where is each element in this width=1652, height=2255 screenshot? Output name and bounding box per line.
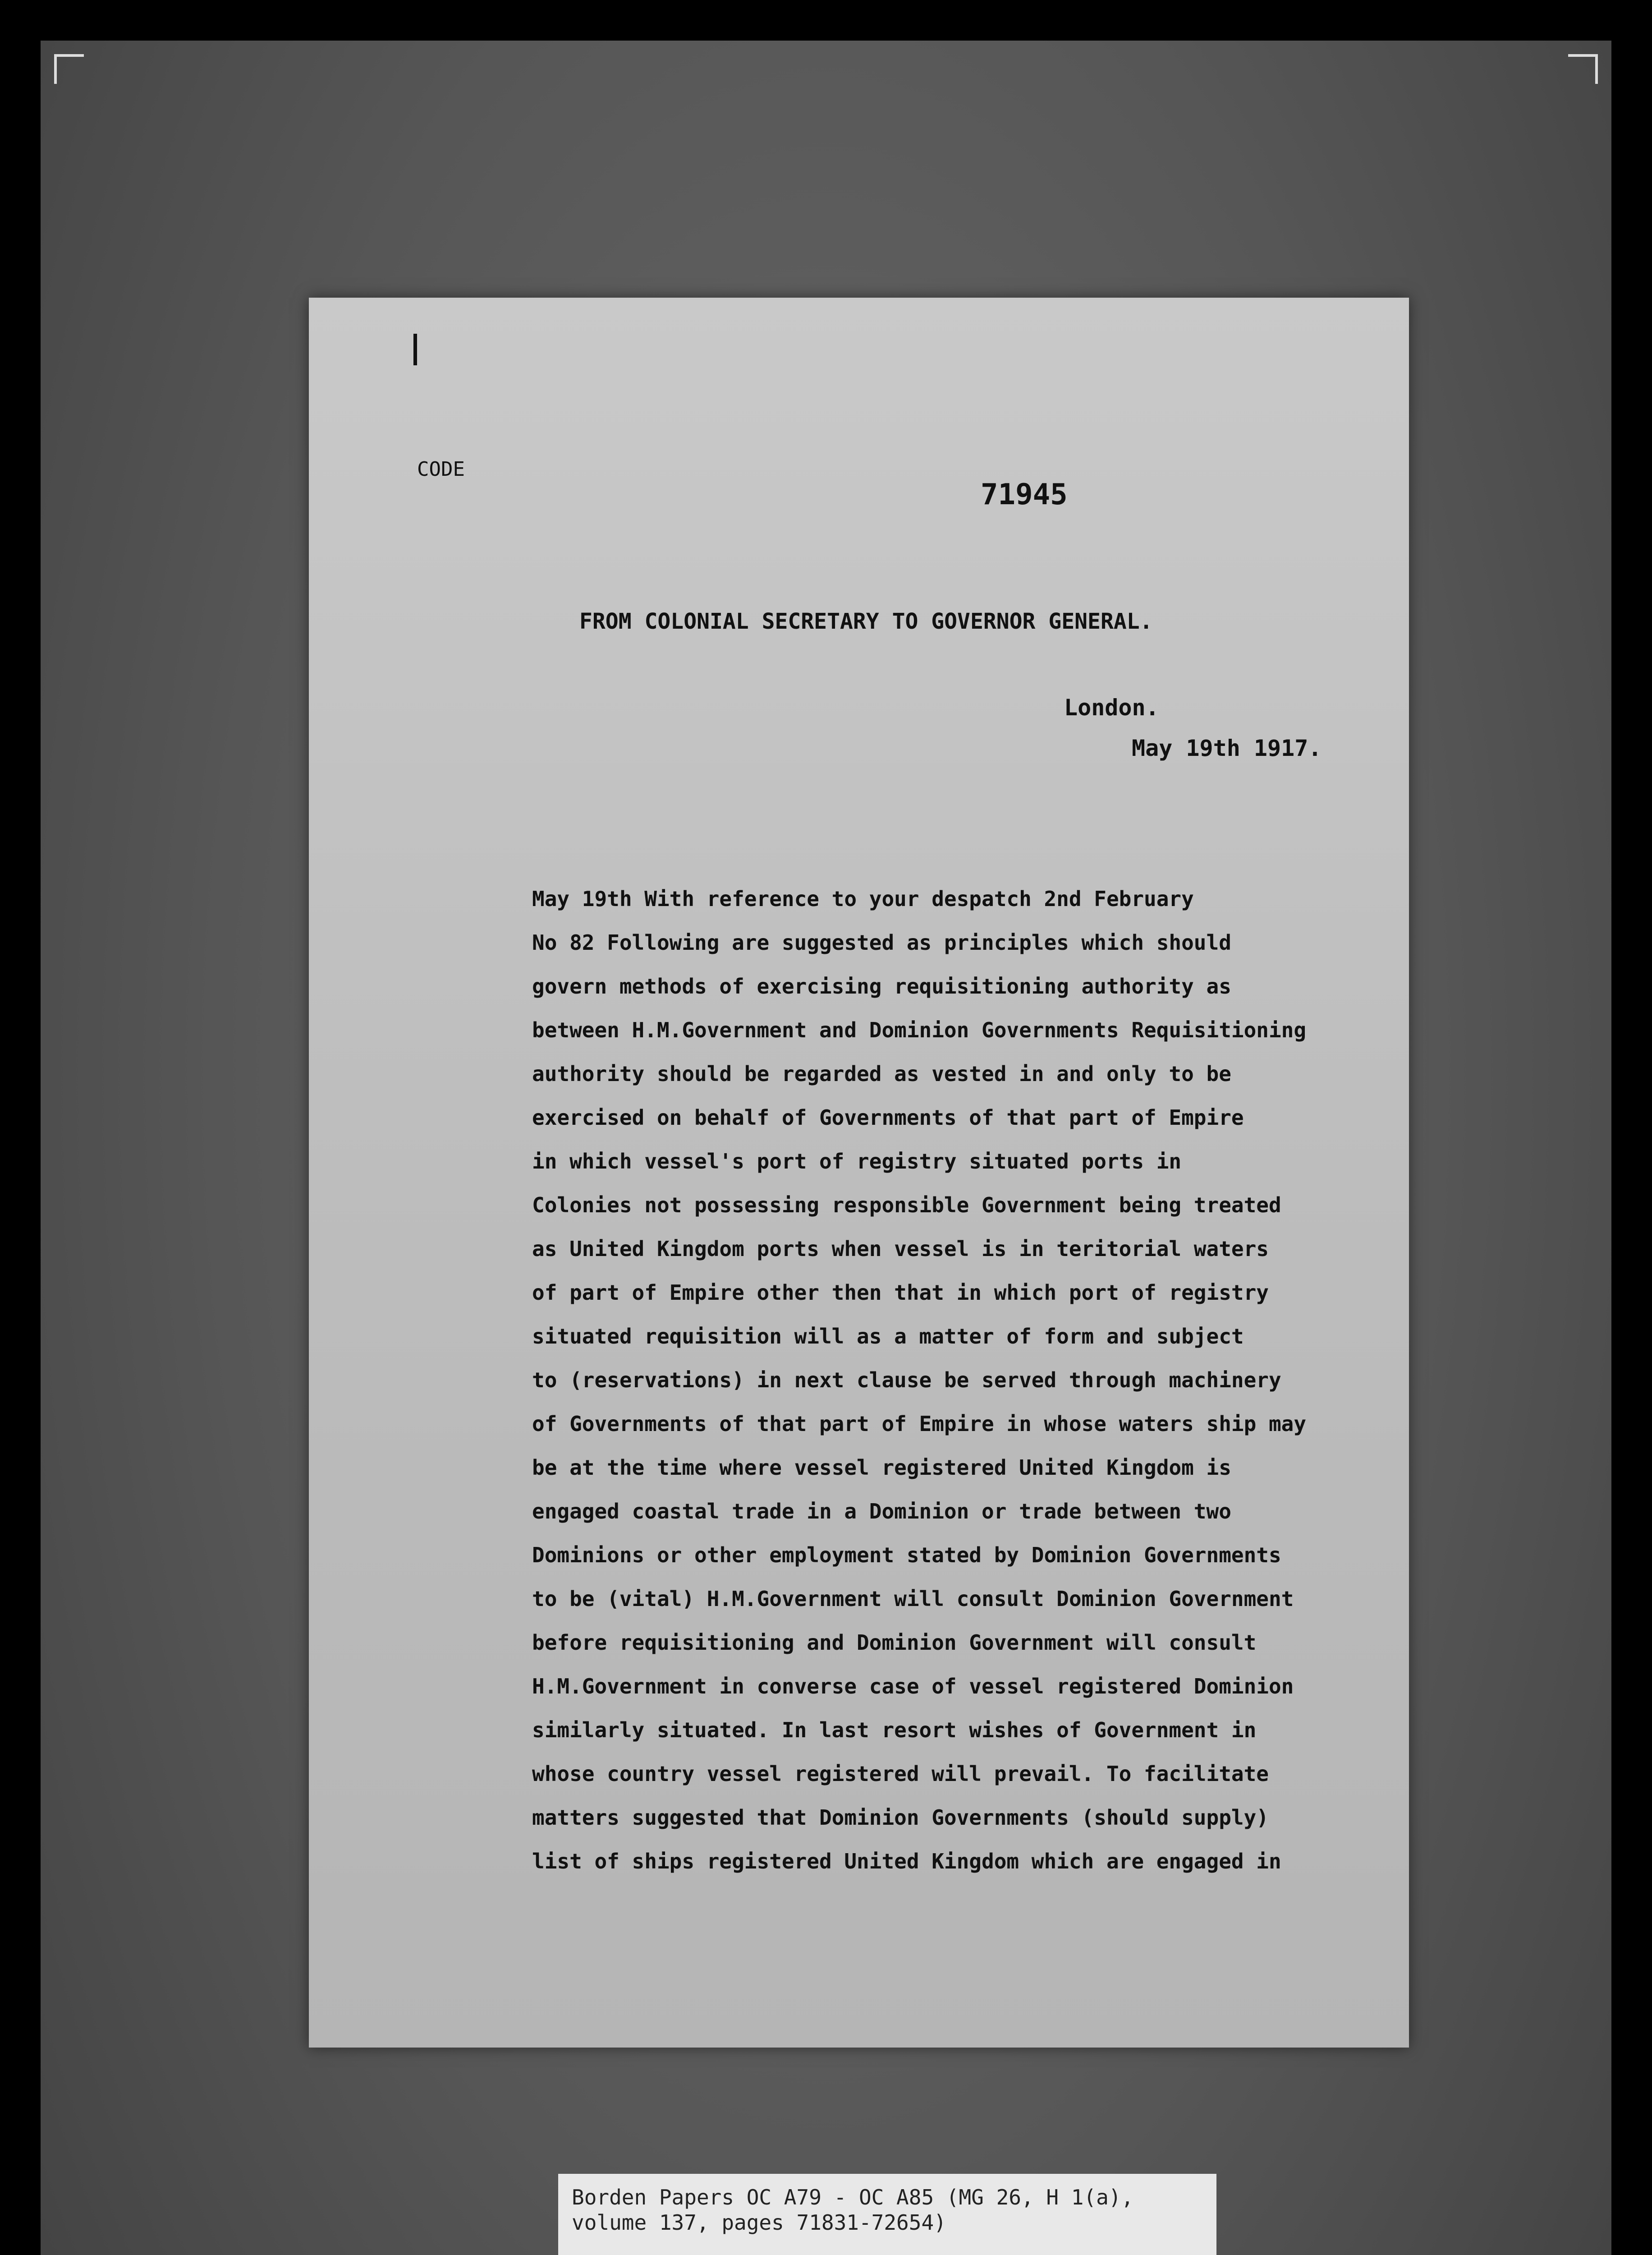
dateline-place: London. xyxy=(1064,695,1159,721)
margin-mark xyxy=(413,334,417,365)
document-heading: FROM COLONIAL SECRETARY TO GOVERNOR GENERAL. xyxy=(579,609,1153,634)
body-line: authority should be regarded as vested in and only to be xyxy=(532,1062,1231,1086)
body-line: to (reservations) in next clause be served through machinery xyxy=(532,1368,1281,1392)
body-line: whose country vessel registered will prevail. To facilitate xyxy=(532,1762,1269,1786)
body-line: between H.M.Government and Dominion Governments Requisitioning xyxy=(532,1018,1307,1042)
source-citation-line: volume 137, pages 71831-72654) xyxy=(572,2210,946,2235)
frame-corner-mark xyxy=(54,54,84,84)
body-line: May 19th With reference to your despatch 2nd February xyxy=(532,887,1194,911)
body-line: exercised on behalf of Governments of that part of Empire xyxy=(532,1105,1244,1130)
body-line: as United Kingdom ports when vessel is in teritorial waters xyxy=(532,1237,1269,1261)
body-line: to be (vital) H.M.Government will consult Dominion Government xyxy=(532,1587,1294,1611)
body-line: H.M.Government in converse case of vessel registered Dominion xyxy=(532,1674,1294,1698)
dateline-date: May 19th 1917. xyxy=(1132,735,1322,761)
document-body xyxy=(532,877,1479,1883)
body-line: list of ships registered United Kingdom which are engaged in xyxy=(532,1849,1281,1873)
page-number: 71945 xyxy=(981,478,1068,511)
body-line: govern methods of exercising requisitioning authority as xyxy=(532,974,1231,999)
body-line: of Governments of that part of Empire in whose waters ship may xyxy=(532,1412,1307,1436)
body-line: situated requisition will as a matter of form and subject xyxy=(532,1324,1244,1348)
body-line: before requisitioning and Dominion Government will consult xyxy=(532,1630,1257,1655)
body-line: Colonies not possessing responsible Government being treated xyxy=(532,1193,1281,1217)
body-line: be at the time where vessel registered United Kingdom is xyxy=(532,1455,1231,1480)
body-line: of part of Empire other then that in which port of registry xyxy=(532,1280,1269,1305)
body-line: similarly situated. In last resort wishes of Government in xyxy=(532,1718,1257,1742)
body-line: matters suggested that Dominion Governments (should supply) xyxy=(532,1805,1269,1830)
body-line: in which vessel's port of registry situated ports in xyxy=(532,1149,1182,1174)
body-line: engaged coastal trade in a Dominion or trade between two xyxy=(532,1499,1231,1523)
frame-corner-mark xyxy=(1568,54,1598,84)
document-page xyxy=(309,298,1409,2048)
source-citation-line: Borden Papers OC A79 - OC A85 (MG 26, H 1(a), xyxy=(572,2185,1134,2209)
source-citation-label xyxy=(558,2174,1216,2255)
code-label: CODE xyxy=(417,458,465,481)
body-line: No 82 Following are suggested as principles which should xyxy=(532,930,1231,955)
body-line: Dominions or other employment stated by Dominion Governments xyxy=(532,1543,1281,1567)
